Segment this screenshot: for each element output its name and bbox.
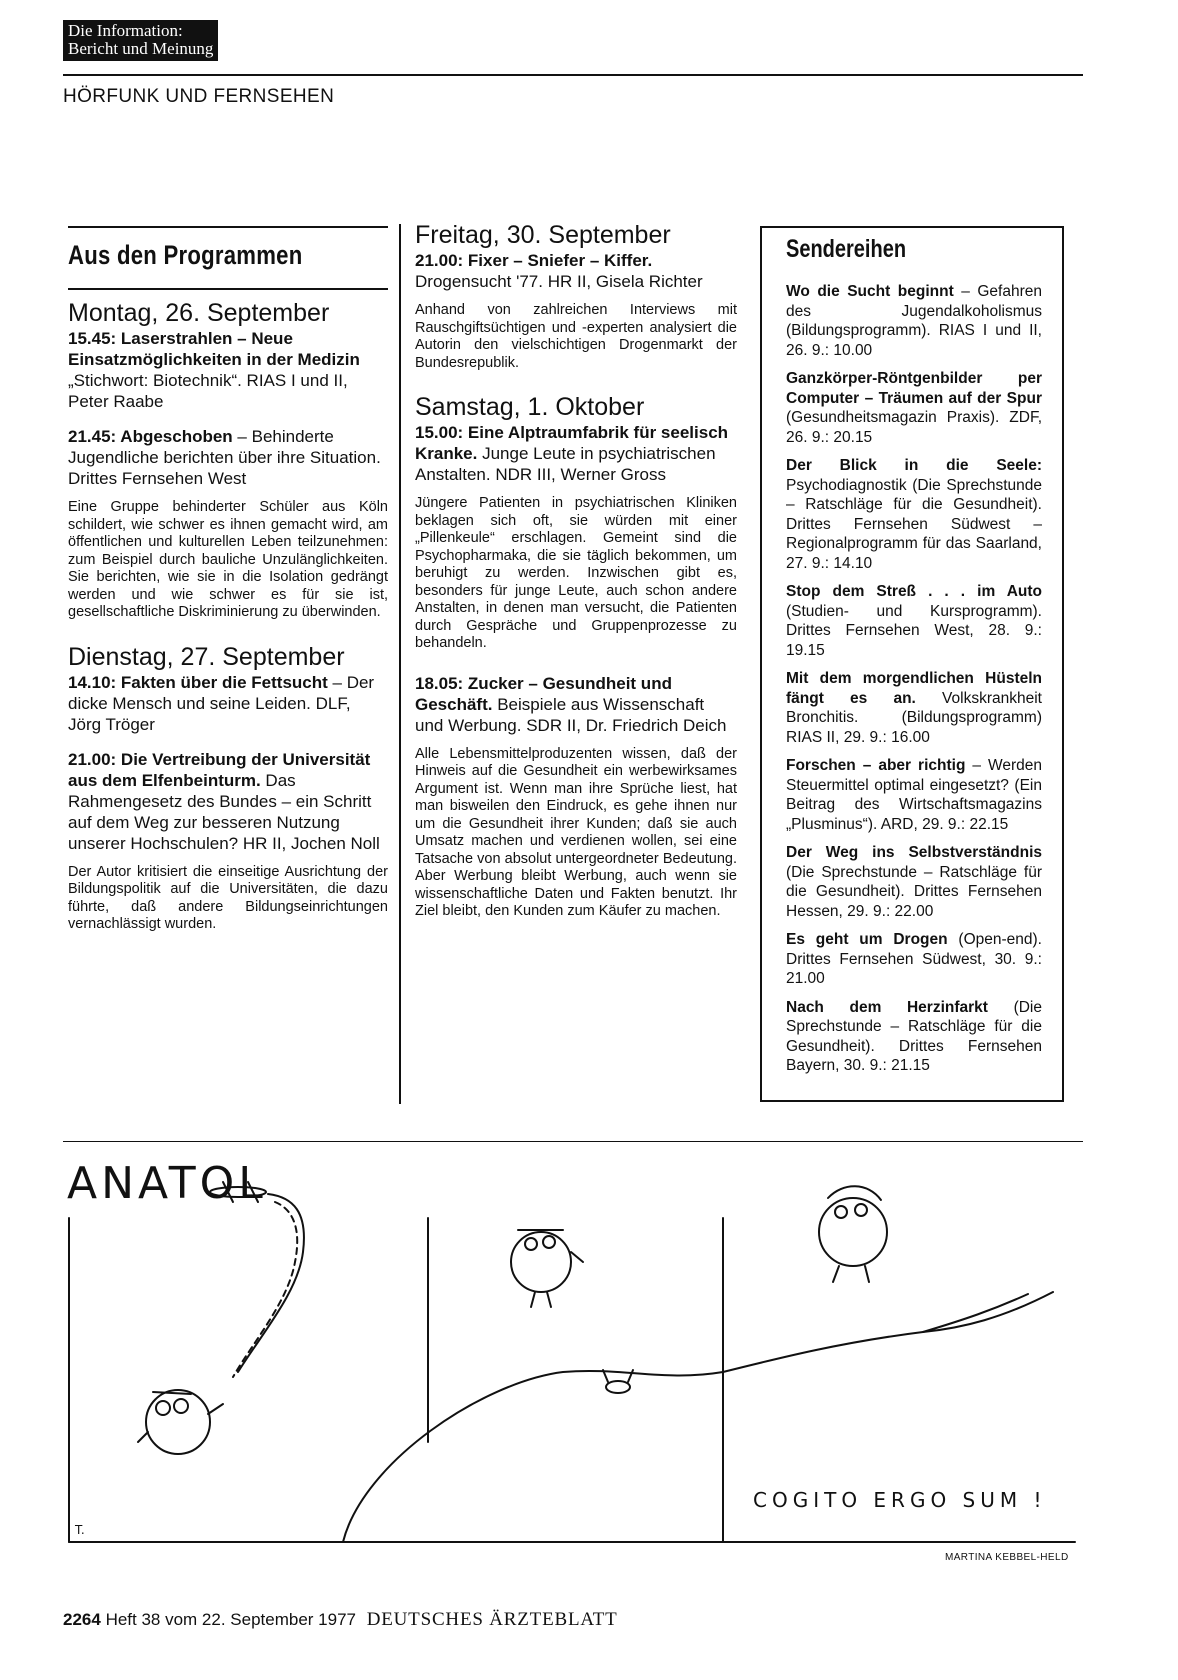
series-entry bbox=[786, 998, 1042, 1076]
entry-text: Beispiele aus Wissenschaft und Werbung. SDR II, Dr. Friedrich Deich bbox=[415, 694, 727, 735]
series-entry bbox=[786, 843, 1042, 921]
top-rule bbox=[63, 74, 1083, 76]
speech-text: COGITO ERGO SUM ! bbox=[753, 1488, 1047, 1512]
entry-text: Junge Leute in psychiatrischen Anstalten. NDR III, Werner Gross bbox=[415, 444, 716, 484]
series-entry-text: (Open-end). Drittes Fernsehen Südwest, 30. 9.: 21.00 bbox=[786, 931, 1042, 987]
page-number: 2264 bbox=[63, 1610, 101, 1629]
entry-title: 15.00: Eine Alptraumfabrik für seelisch Kranke. bbox=[415, 423, 729, 463]
program-entry bbox=[68, 426, 388, 489]
entry-title: 18.05: Zucker – Gesundheit und Geschäft. bbox=[415, 673, 672, 714]
entry-text: – Behinderte Jugendliche berichten über ihre Situation. Drittes Fernsehen West bbox=[68, 427, 381, 488]
day-heading-saturday: Samstag, 1. Oktober bbox=[415, 393, 645, 421]
series-entry-title: Forschen – aber richtig bbox=[786, 757, 966, 774]
column-1 bbox=[68, 298, 388, 954]
artist-signature: T. bbox=[75, 1523, 85, 1537]
entry-title: 21.00: Die Vertreibung der Universität aus dem Elfenbeinturm. bbox=[68, 749, 371, 790]
series-entry-title: Wo die Sucht beginnt bbox=[786, 283, 954, 300]
entry-text: Drogensucht '77. HR II, Gisela Richter bbox=[415, 272, 703, 291]
program-entry bbox=[68, 749, 388, 854]
dragonfly-panel1 bbox=[210, 1182, 304, 1377]
series-entry-text: (Gesundheitsmagazin Praxis). ZDF, 26. 9.: 20.15 bbox=[786, 409, 1042, 446]
series-entry-text: – Werden Steuermittel optimal eingesetzt? (Ein Beitrag des Wirtschaftsmagazins „Plusminus“). ARD, 29. 9.: 22.15 bbox=[786, 757, 1042, 833]
entry-description: Anhand von zahlreichen Interviews mit Rauschgiftsüchtigen und -experten analysiert die Autorin den vielschichtigen Drogenmarkt der Bundesrepublik. bbox=[415, 302, 737, 371]
series-entry bbox=[786, 456, 1042, 573]
series-entry-text: – Gefahren des Jugendalkoholismus (Bildungsprogramm). RIAS I und II, 26. 9.: 10.00 bbox=[786, 283, 1043, 359]
entry-title: 21.00: Fixer – Sniefer – Kiffer. bbox=[415, 251, 653, 270]
entry-title: 15.45: Laserstrahlen – Neue Einsatzmöglichkeiten in der Medizin bbox=[68, 329, 360, 369]
owl-panel3 bbox=[819, 1186, 887, 1282]
entry-description: Der Autor kritisiert die einseitige Ausrichtung der Bildungspolitik auf die Universitäten, die dazu führte, daß andere Bildungseinrichtungen vernachlässigt wurden. bbox=[68, 863, 388, 932]
series-entry-title: Mit dem morgendlichen Hüsteln fängt es an. bbox=[786, 670, 1042, 707]
entry-description: Alle Lebensmittelproduzenten wissen, daß der Hinweis auf die Gesundheit ein werbewirksames Argument ist. Wenn man ihre Sprüche liest, hat man bisweilen den Eindruck, es gehe ihnen nur um die Gesundheit ihrer Kunden; daß sie auch Umsatz machen und verdienen wollen, sei eine Tatsache von absolut untergeordneter Bedeutung. Aber Werbung bleibt Werbung, auch wenn sie wissenschaftliche Daten und Fakten benutzt. Ihr Ziel bleibt, den Kunden zum Käufer zu machen. bbox=[415, 745, 737, 919]
owl-panel1 bbox=[138, 1390, 223, 1454]
entry-title: 21.45: Abgeschoben bbox=[68, 427, 233, 446]
series-entry bbox=[786, 582, 1042, 660]
heading-rule-bottom bbox=[68, 288, 388, 290]
series-entry bbox=[786, 669, 1042, 747]
issue-info: Heft 38 vom 22. September 1977 bbox=[105, 1610, 356, 1629]
series-entry bbox=[786, 930, 1042, 989]
comic-credit: MARTINA KEBBEL-HELD bbox=[945, 1552, 1069, 1563]
series-entry-title: Der Blick in die Seele: bbox=[786, 457, 1042, 474]
masthead bbox=[63, 20, 218, 61]
program-entry bbox=[415, 422, 737, 485]
masthead-line-1: Die Information: bbox=[68, 21, 183, 40]
series-box bbox=[760, 226, 1064, 1102]
programs-heading: Aus den Programmen bbox=[68, 240, 303, 270]
day-heading-friday: Freitag, 30. September bbox=[415, 221, 671, 249]
day-heading-monday: Montag, 26. September bbox=[68, 299, 330, 327]
section-title: HÖRFUNK UND FERNSEHEN bbox=[63, 86, 335, 107]
series-entry-title: Stop dem Streß . . . im Auto bbox=[786, 583, 1042, 600]
series-entry-text: Psychodiagnostik (Die Sprechstunde – Ratschläge für die Gesundheit). Drittes Fernsehen Südwest – Regionalprogramm für das Saarland, 27. 9.: 14.10 bbox=[786, 476, 1042, 572]
series-entry-text: (Die Sprechstunde – Ratschläge für die Gesundheit). Drittes Fernsehen Bayern, 30. 9.: 21.15 bbox=[786, 998, 1042, 1074]
series-entry-text: (Die Sprechstunde – Ratschläge für die Gesundheit). Drittes Fernsehen Hessen, 29. 9.: 22.00 bbox=[786, 863, 1042, 920]
series-entry-text: Volkskrankheit Bronchitis. (Bildungsprogramm) RIAS II, 29. 9.: 16.00 bbox=[786, 689, 1042, 746]
masthead-line-2: Bericht und Meinung bbox=[68, 39, 214, 58]
entry-text: – Der dicke Mensch und seine Leiden. DLF, Jörg Tröger bbox=[68, 672, 375, 734]
comic-title: ANATOL bbox=[67, 1158, 267, 1209]
magazine-name: DEUTSCHES ÄRZTEBLATT bbox=[366, 1609, 618, 1630]
page-footer bbox=[63, 1609, 618, 1631]
series-box-content bbox=[786, 235, 1043, 1085]
program-entry bbox=[68, 328, 388, 412]
series-entry-title: Nach dem Herzinfarkt bbox=[786, 998, 988, 1016]
entry-title: 14.10: Fakten über die Fettsucht bbox=[68, 672, 328, 692]
series-entry bbox=[786, 282, 1042, 360]
program-entry bbox=[415, 673, 737, 736]
column-divider bbox=[399, 224, 401, 1104]
owl-panel2 bbox=[511, 1230, 583, 1307]
program-entry bbox=[68, 672, 388, 735]
entry-description: Jüngere Patienten in psychiatrischen Kliniken beklagen sich oft, sie würden mit einer „Pillenkeule“ erschlagen. Gemeint sind die Psychopharmaka, die sie täglich bekommen, um beruhigt zu werden. Inzwischen gibt es, besonders für junge Leute, auch schon andere Anstalten, in denen man versucht, die Patienten durch Gespräche und Gruppenprozesse zu behandeln. bbox=[415, 495, 737, 651]
day-heading-tuesday: Dienstag, 27. September bbox=[68, 642, 345, 671]
series-entry bbox=[786, 369, 1042, 447]
entry-description: Eine Gruppe behinderter Schüler aus Köln schildert, wie schwer es ihnen gemacht wird, am öffentlichen und kulturellen Leben teilzunehmen: zum Beispiel durch bauliche Unzulänglichkeiten. Sie berichten, wie sie in die Isolation gedrängt werden und wie schwer es für sie ist, gesellschaftliche Diskriminierung zu überwinden. bbox=[68, 499, 388, 620]
series-entry-title: Es geht um Drogen bbox=[786, 931, 948, 948]
entry-text: Das Rahmengesetz des Bundes – ein Schritt auf dem Weg zur besseren Nutzung unserer Hochschulen? HR II, Jochen Noll bbox=[68, 770, 380, 853]
series-entry-title: Ganzkörper-Röntgenbilder per Computer – Träumen auf der Spur bbox=[786, 370, 1042, 407]
series-entry-text: (Studien- und Kursprogramm). Drittes Fernsehen West, 28. 9.: 19.15 bbox=[786, 602, 1042, 659]
program-entry bbox=[415, 250, 737, 292]
comic-strip bbox=[63, 1142, 1083, 1562]
entry-text: „Stichwort: Biotechnik“. RIAS I und II, Peter Raabe bbox=[68, 371, 348, 411]
series-box-title: Sendereihen bbox=[786, 235, 907, 263]
heading-rule-top bbox=[68, 226, 388, 228]
branch bbox=[923, 1294, 1028, 1332]
column-2 bbox=[415, 220, 737, 941]
series-entry bbox=[786, 756, 1042, 834]
series-entry-title: Der Weg ins Selbstverständnis bbox=[786, 844, 1042, 861]
